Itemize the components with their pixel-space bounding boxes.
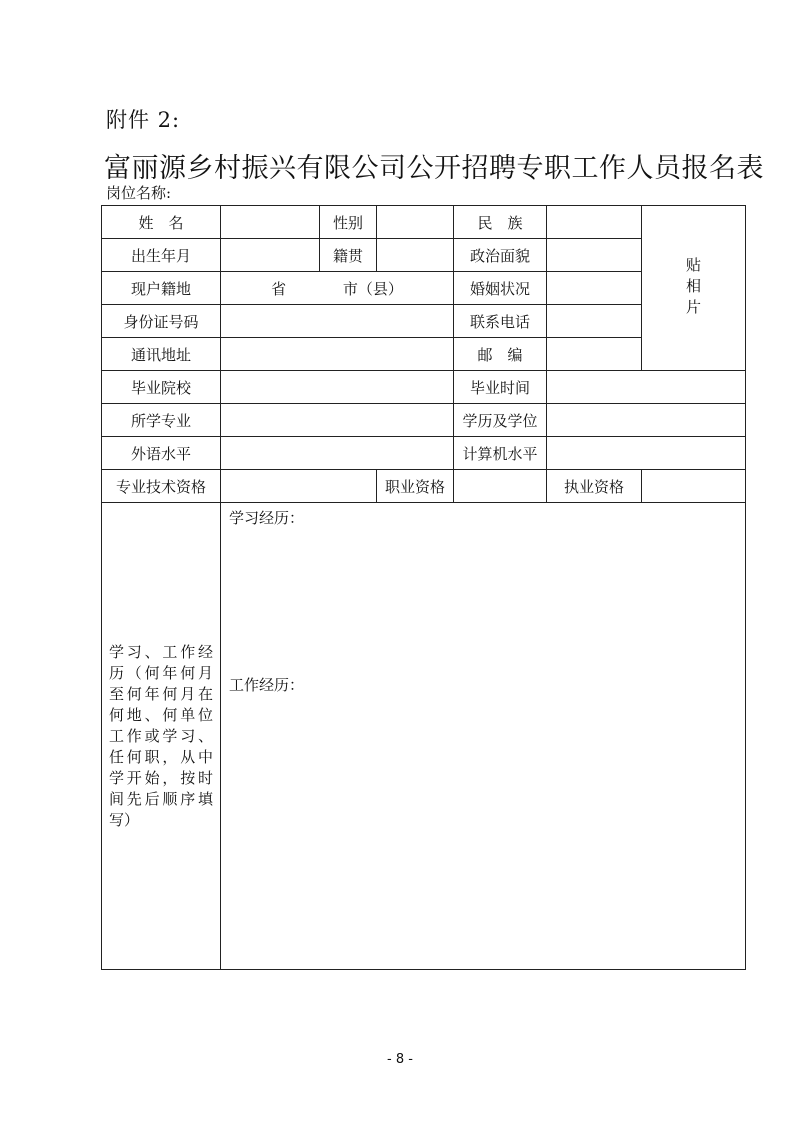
table-row [102,404,746,437]
history-label: 学习、工作经历（何年何月至何年何月在何地、何单位工作或学习、任何职，从中学开始，按时间先后顺序填写） [109,642,213,829]
graduation-time-label: 毕业时间 [454,371,547,404]
professional-qualification-label: 专业技术资格 [102,470,221,503]
table-row [102,437,746,470]
degree-field[interactable] [547,404,746,437]
household-field[interactable] [221,272,454,305]
postcode-field[interactable] [547,338,642,371]
vocational-qualification-field[interactable] [454,470,547,503]
gender-label: 性别 [320,206,377,239]
professional-qualification-field[interactable] [221,470,377,503]
gender-field[interactable] [377,206,454,239]
computer-level-label: 计算机水平 [454,437,547,470]
id-number-field[interactable] [221,305,454,338]
marital-status-label: 婚姻状况 [454,272,547,305]
practice-qualification-field[interactable] [642,470,746,503]
table-row [102,371,746,404]
city-county-label: 市（县） [342,279,403,298]
name-label: 姓 名 [102,206,221,239]
phone-field[interactable] [547,305,642,338]
marital-status-field[interactable] [547,272,642,305]
work-history-label: 工作经历： [229,676,305,694]
major-label: 所学专业 [102,404,221,437]
vocational-qualification-label: 职业资格 [377,470,454,503]
ethnicity-label: 民 族 [454,206,547,239]
page-number: - 8 - [387,1052,413,1067]
photo-box[interactable]: 贴相片 [642,206,746,371]
political-status-field[interactable] [547,239,642,272]
computer-level-field[interactable] [547,437,746,470]
graduation-time-field[interactable] [547,371,746,404]
phone-label: 联系电话 [454,305,547,338]
degree-label: 学历及学位 [454,404,547,437]
history-field[interactable] [221,503,746,970]
foreign-language-field[interactable] [221,437,454,470]
birth-label: 出生年月 [102,239,221,272]
school-field[interactable] [221,371,454,404]
birth-field[interactable] [221,239,320,272]
province-label: 省 [271,279,287,298]
practice-qualification-label: 执业资格 [547,470,642,503]
name-field[interactable] [221,206,320,239]
foreign-language-label: 外语水平 [102,437,221,470]
history-label-cell [102,503,221,970]
political-status-label: 政治面貌 [454,239,547,272]
major-field[interactable] [221,404,454,437]
table-row [102,206,746,239]
school-label: 毕业院校 [102,371,221,404]
id-number-label: 身份证号码 [102,305,221,338]
ethnicity-field[interactable] [547,206,642,239]
native-place-label: 籍贯 [320,239,377,272]
registration-form-table [101,205,746,970]
household-label: 现户籍地 [102,272,221,305]
attachment-label: 附件 2: [106,108,181,132]
page-title: 富丽源乡村振兴有限公司公开招聘专职工作人员报名表 [104,153,764,184]
address-field[interactable] [221,338,454,371]
native-place-field[interactable] [377,239,454,272]
position-name-label: 岗位名称: [106,184,172,202]
address-label: 通讯地址 [102,338,221,371]
postcode-label: 邮 编 [454,338,547,371]
study-history-label: 学习经历： [229,509,305,527]
table-row [102,503,746,970]
table-row [102,470,746,503]
